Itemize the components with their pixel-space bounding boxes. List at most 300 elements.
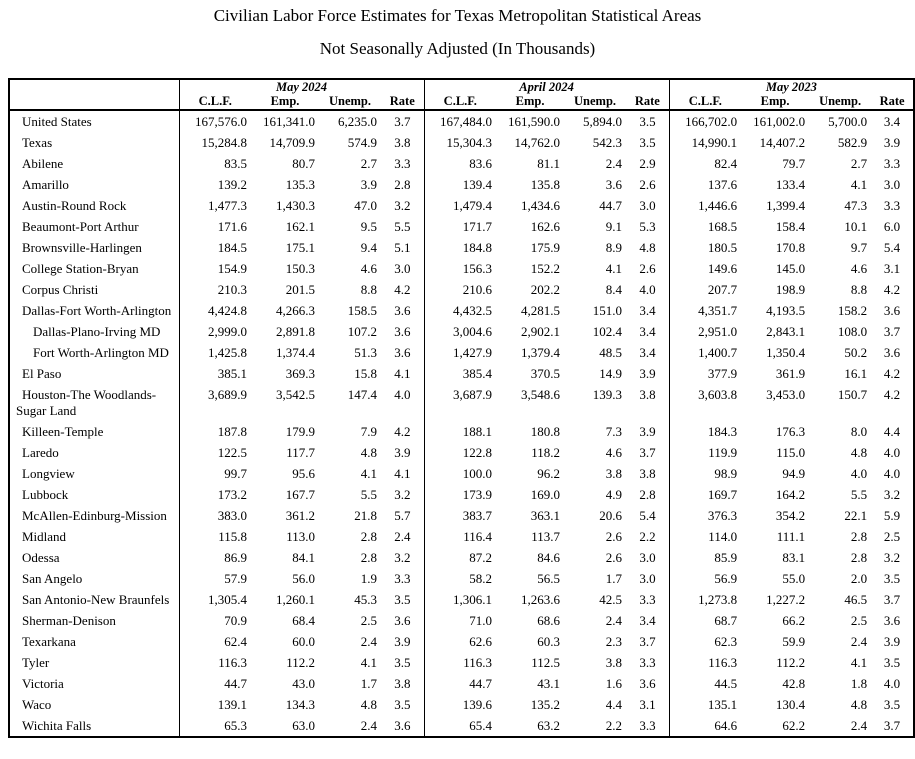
rate-cell: 3.5	[394, 591, 411, 607]
area-cell: Beaumont-Port Arthur	[22, 218, 139, 234]
value-cell: 16.1	[844, 365, 868, 381]
value-cell: 3.8	[605, 465, 623, 481]
value-cell: 168.5	[669, 216, 741, 237]
value-cell: 369.3	[285, 365, 315, 381]
value-cell: 44.7	[179, 673, 251, 694]
value-cell: 1,479.4	[424, 195, 496, 216]
value-cell: 2.7	[850, 155, 868, 171]
rate-cell: 5.1	[394, 239, 411, 255]
value-cell: 83.5	[179, 153, 251, 174]
value-cell: 4.9	[605, 486, 623, 502]
rate-cell: 4.1	[394, 465, 411, 481]
value-cell: 100.0	[424, 463, 496, 484]
table-row	[9, 694, 914, 715]
rate-cell: 3.0	[639, 197, 656, 213]
value-cell: 169.0	[530, 486, 561, 502]
rate-cell: 3.9	[639, 365, 656, 381]
rate-cell: 2.4	[394, 528, 411, 544]
rate-cell: 3.6	[883, 344, 901, 360]
value-cell: 50.2	[844, 344, 868, 360]
table-row	[9, 631, 914, 652]
area-cell: College Station-Bryan	[22, 260, 139, 276]
value-cell: 15,284.8	[179, 132, 251, 153]
value-cell: 44.7	[424, 673, 496, 694]
area-cell: Wichita Falls	[22, 717, 92, 733]
value-cell: 3.9	[360, 176, 377, 192]
value-cell: 1,260.1	[276, 591, 315, 607]
value-cell: 9.5	[360, 218, 377, 234]
area-cell: Tyler	[22, 654, 50, 670]
value-cell: 116.3	[424, 652, 496, 673]
value-cell: 8.4	[605, 281, 623, 297]
rate-cell: 3.3	[883, 155, 901, 171]
value-cell: 42.5	[599, 591, 623, 607]
value-cell: 135.3	[285, 176, 315, 192]
value-cell: 4,281.5	[521, 302, 561, 318]
value-cell: 4.8	[850, 444, 868, 460]
value-cell: 145.0	[775, 260, 806, 276]
value-cell: 162.1	[285, 218, 315, 234]
value-cell: 385.1	[179, 363, 251, 384]
column-header-rate: Rate	[381, 94, 424, 110]
value-cell: 62.6	[424, 631, 496, 652]
table-row	[9, 673, 914, 694]
value-cell: 5,700.0	[828, 113, 868, 129]
value-cell: 161,002.0	[753, 113, 806, 129]
report-title: Civilian Labor Force Estimates for Texas Metropolitan Statistical Areas	[213, 6, 702, 25]
value-cell: 95.6	[292, 465, 315, 481]
value-cell: 83.1	[782, 549, 806, 565]
rate-cell: 4.1	[394, 365, 411, 381]
value-cell: 383.7	[424, 505, 496, 526]
rate-cell: 4.2	[394, 281, 411, 297]
value-cell: 115.8	[179, 526, 251, 547]
table-row	[9, 342, 914, 363]
value-cell: 139.1	[179, 694, 251, 715]
rate-cell: 3.5	[639, 134, 656, 150]
table-row	[9, 484, 914, 505]
value-cell: 2.4	[850, 717, 868, 733]
table-row	[9, 110, 914, 132]
value-cell: 3,548.6	[521, 386, 561, 402]
value-cell: 1,430.3	[276, 197, 315, 213]
area-cell: Brownsville-Harlingen	[22, 239, 142, 255]
value-cell: 122.5	[179, 442, 251, 463]
rate-cell: 4.0	[883, 444, 901, 460]
area-cell: Corpus Christi	[22, 281, 99, 297]
area-cell: Longview	[22, 465, 75, 481]
table-row	[9, 589, 914, 610]
period-label: May 2024	[276, 80, 328, 94]
rate-cell: 3.3	[639, 591, 656, 607]
value-cell: 170.8	[775, 239, 806, 255]
report-subtitle: Not Seasonally Adjusted (In Thousands)	[319, 39, 596, 58]
value-cell: 102.4	[592, 323, 623, 339]
rate-cell: 3.7	[639, 633, 656, 649]
value-cell: 1,400.7	[669, 342, 741, 363]
value-cell: 1.7	[605, 570, 623, 586]
value-cell: 116.3	[669, 652, 741, 673]
column-header-emp: Emp.	[741, 94, 809, 110]
rate-cell: 3.1	[883, 260, 901, 276]
value-cell: 2.2	[605, 717, 623, 733]
column-header-rate: Rate	[871, 94, 914, 110]
value-cell: 15.8	[354, 365, 377, 381]
value-cell: 2.8	[850, 549, 868, 565]
rate-cell: 3.2	[394, 486, 411, 502]
value-cell: 135.1	[669, 694, 741, 715]
value-cell: 383.0	[179, 505, 251, 526]
value-cell: 8.0	[850, 423, 868, 439]
area-cell: United States	[22, 113, 92, 129]
value-cell: 180.8	[530, 423, 561, 439]
column-header-emp: Emp.	[251, 94, 319, 110]
area-cell: Waco	[22, 696, 52, 712]
table-row	[9, 547, 914, 568]
value-cell: 4.6	[850, 260, 868, 276]
value-cell: 361.2	[285, 507, 315, 523]
value-cell: 1,434.6	[521, 197, 561, 213]
value-cell: 139.4	[424, 174, 496, 195]
value-cell: 147.4	[347, 386, 377, 402]
value-cell: 112.2	[776, 654, 806, 670]
value-cell: 4,424.8	[179, 300, 251, 321]
value-cell: 4.1	[360, 654, 377, 670]
rate-cell: 3.3	[883, 197, 901, 213]
rate-cell: 4.2	[394, 423, 411, 439]
value-cell: 1,305.4	[179, 589, 251, 610]
value-cell: 68.7	[669, 610, 741, 631]
rate-cell: 4.0	[394, 386, 411, 402]
value-cell: 210.3	[179, 279, 251, 300]
value-cell: 64.6	[669, 715, 741, 737]
area-cell: El Paso	[22, 365, 62, 381]
value-cell: 1,350.4	[766, 344, 806, 360]
rate-cell: 3.4	[639, 302, 656, 318]
value-cell: 2.5	[360, 612, 377, 628]
value-cell: 114.0	[669, 526, 741, 547]
value-cell: 207.7	[669, 279, 741, 300]
area-cell: Dallas-Plano-Irving MD	[33, 323, 161, 339]
table-row	[9, 195, 914, 216]
value-cell: 48.5	[599, 344, 623, 360]
value-cell: 173.9	[424, 484, 496, 505]
area-cell: Odessa	[22, 549, 60, 565]
value-cell: 62.2	[782, 717, 806, 733]
rate-cell: 3.3	[394, 570, 411, 586]
table-row	[9, 153, 914, 174]
rate-cell: 2.8	[639, 486, 656, 502]
value-cell: 1.7	[360, 675, 377, 691]
value-cell: 112.5	[531, 654, 561, 670]
title-block	[0, 0, 915, 59]
value-cell: 56.9	[669, 568, 741, 589]
value-cell: 46.5	[844, 591, 868, 607]
value-cell: 5.5	[850, 486, 868, 502]
rate-cell: 3.9	[883, 633, 901, 649]
value-cell: 4.6	[605, 444, 623, 460]
value-cell: 122.8	[424, 442, 496, 463]
value-cell: 9.4	[360, 239, 377, 255]
value-cell: 9.7	[850, 239, 868, 255]
value-cell: 210.6	[424, 279, 496, 300]
value-cell: 4,351.7	[669, 300, 741, 321]
table-header	[9, 79, 914, 110]
rate-cell: 5.7	[394, 507, 411, 523]
value-cell: 162.6	[530, 218, 561, 234]
value-cell: 137.6	[669, 174, 741, 195]
value-cell: 2.6	[605, 528, 623, 544]
value-cell: 81.1	[537, 155, 561, 171]
area-cell: San Angelo	[22, 570, 83, 586]
rate-cell: 3.6	[394, 323, 411, 339]
area-cell: Victoria	[22, 675, 64, 691]
value-cell: 14,762.0	[514, 134, 561, 150]
value-cell: 184.8	[424, 237, 496, 258]
rate-cell: 3.2	[394, 197, 411, 213]
value-cell: 79.7	[782, 155, 806, 171]
value-cell: 5.5	[360, 486, 377, 502]
table-row	[9, 505, 914, 526]
rate-cell: 3.6	[394, 717, 411, 733]
value-cell: 149.6	[669, 258, 741, 279]
value-cell: 1,374.4	[276, 344, 315, 360]
value-cell: 116.3	[179, 652, 251, 673]
column-header-emp: Emp.	[496, 94, 564, 110]
period-label: May 2023	[765, 80, 817, 94]
value-cell: 2,951.0	[669, 321, 741, 342]
value-cell: 14,709.9	[269, 134, 315, 150]
rate-cell: 4.4	[883, 423, 901, 439]
value-cell: 3,687.9	[424, 384, 496, 421]
value-cell: 63.2	[537, 717, 561, 733]
period-label: April 2024	[519, 80, 574, 94]
column-header-clf: C.L.F.	[179, 94, 251, 110]
value-cell: 176.3	[775, 423, 806, 439]
value-cell: 44.5	[669, 673, 741, 694]
value-cell: 117.7	[286, 444, 315, 460]
table-row	[9, 279, 914, 300]
area-cell: Laredo	[22, 444, 59, 460]
value-cell: 167,576.0	[179, 110, 251, 132]
value-cell: 2,999.0	[179, 321, 251, 342]
area-cell: Houston-The Woodlands- Sugar Land	[16, 386, 157, 418]
value-cell: 112.2	[286, 654, 315, 670]
value-cell: 1,227.2	[766, 591, 806, 607]
value-cell: 68.4	[292, 612, 315, 628]
value-cell: 4.8	[850, 696, 868, 712]
value-cell: 84.6	[537, 549, 561, 565]
value-cell: 7.9	[360, 423, 377, 439]
value-cell: 22.1	[844, 507, 868, 523]
rate-cell: 3.7	[394, 113, 411, 129]
value-cell: 171.7	[424, 216, 496, 237]
rate-cell: 2.8	[394, 176, 411, 192]
area-cell: Texarkana	[22, 633, 76, 649]
value-cell: 8.8	[360, 281, 377, 297]
value-cell: 99.7	[179, 463, 251, 484]
table-row	[9, 258, 914, 279]
area-cell: Fort Worth-Arlington MD	[33, 344, 169, 360]
rate-cell: 3.2	[883, 486, 901, 502]
rate-cell: 3.5	[883, 570, 901, 586]
rate-cell: 5.9	[883, 507, 901, 523]
value-cell: 2.4	[605, 612, 623, 628]
value-cell: 57.9	[179, 568, 251, 589]
rate-cell: 3.4	[639, 344, 656, 360]
value-cell: 5,894.0	[583, 113, 623, 129]
value-cell: 111.1	[776, 528, 806, 544]
value-cell: 370.5	[530, 365, 561, 381]
value-cell: 4.0	[850, 465, 868, 481]
value-cell: 175.1	[285, 239, 315, 255]
table-body	[9, 110, 914, 737]
value-cell: 175.9	[530, 239, 561, 255]
value-cell: 202.2	[530, 281, 561, 297]
value-cell: 107.2	[347, 323, 377, 339]
table-row	[9, 715, 914, 737]
labor-force-table	[8, 78, 915, 738]
table-row	[9, 216, 914, 237]
value-cell: 158.5	[347, 302, 377, 318]
value-cell: 4,266.3	[276, 302, 315, 318]
value-cell: 139.2	[179, 174, 251, 195]
value-cell: 167,484.0	[424, 110, 496, 132]
rate-cell: 3.2	[883, 549, 901, 565]
area-cell: Abilene	[22, 155, 64, 171]
rate-cell: 3.9	[394, 633, 411, 649]
value-cell: 4.1	[605, 260, 623, 276]
value-cell: 385.4	[424, 363, 496, 384]
rate-cell: 3.8	[394, 675, 411, 691]
area-cell: Dallas-Fort Worth-Arlington	[22, 302, 172, 318]
value-cell: 2.4	[360, 633, 377, 649]
value-cell: 361.9	[775, 365, 806, 381]
rate-cell: 4.2	[883, 386, 901, 402]
value-cell: 4,193.5	[766, 302, 806, 318]
value-cell: 179.9	[285, 423, 315, 439]
value-cell: 80.7	[292, 155, 315, 171]
value-cell: 6,235.0	[338, 113, 377, 129]
value-cell: 14,407.2	[759, 134, 806, 150]
rate-cell: 5.3	[639, 218, 656, 234]
value-cell: 2.4	[850, 633, 868, 649]
value-cell: 1,273.8	[669, 589, 741, 610]
value-cell: 14,990.1	[669, 132, 741, 153]
table-row	[9, 568, 914, 589]
area-cell: Austin-Round Rock	[22, 197, 127, 213]
value-cell: 56.5	[537, 570, 561, 586]
value-cell: 134.3	[285, 696, 315, 712]
value-cell: 10.1	[844, 218, 868, 234]
value-cell: 59.9	[782, 633, 806, 649]
value-cell: 151.0	[592, 302, 623, 318]
rate-cell: 3.5	[883, 654, 901, 670]
rate-cell: 5.5	[394, 218, 411, 234]
value-cell: 173.2	[179, 484, 251, 505]
value-cell: 574.9	[347, 134, 377, 150]
value-cell: 65.3	[179, 715, 251, 737]
rate-cell: 2.9	[639, 155, 656, 171]
value-cell: 60.3	[537, 633, 561, 649]
value-cell: 1,425.8	[179, 342, 251, 363]
area-cell: Midland	[22, 528, 67, 544]
table-row	[9, 442, 914, 463]
value-cell: 2.6	[605, 549, 623, 565]
value-cell: 1,379.4	[521, 344, 561, 360]
rate-cell: 3.8	[639, 386, 656, 402]
value-cell: 83.6	[424, 153, 496, 174]
value-cell: 180.5	[669, 237, 741, 258]
value-cell: 1.8	[850, 675, 868, 691]
value-cell: 8.9	[605, 239, 623, 255]
period-header-row	[9, 79, 914, 94]
value-cell: 1,477.3	[179, 195, 251, 216]
value-cell: 3,542.5	[276, 386, 315, 402]
value-cell: 161,341.0	[263, 113, 315, 129]
value-cell: 43.1	[537, 675, 561, 691]
value-cell: 363.1	[530, 507, 561, 523]
value-cell: 167.7	[285, 486, 315, 502]
value-cell: 377.9	[669, 363, 741, 384]
rate-cell: 3.6	[394, 302, 411, 318]
value-cell: 2,891.8	[276, 323, 315, 339]
value-cell: 150.3	[285, 260, 315, 276]
value-cell: 45.3	[354, 591, 377, 607]
value-cell: 133.4	[775, 176, 806, 192]
value-cell: 166,702.0	[669, 110, 741, 132]
value-cell: 55.0	[782, 570, 806, 586]
value-cell: 51.3	[354, 344, 377, 360]
value-cell: 3,689.9	[179, 384, 251, 421]
rate-cell: 4.0	[883, 675, 901, 691]
rate-cell: 3.3	[394, 155, 411, 171]
rate-cell: 3.7	[639, 444, 656, 460]
rate-cell: 3.6	[394, 612, 411, 628]
value-cell: 108.0	[837, 323, 868, 339]
value-cell: 3,603.8	[669, 384, 741, 421]
value-cell: 113.7	[531, 528, 561, 544]
table-row	[9, 463, 914, 484]
rate-cell: 3.8	[394, 134, 411, 150]
value-cell: 15,304.3	[424, 132, 496, 153]
rate-cell: 3.5	[394, 696, 411, 712]
area-cell: Lubbock	[22, 486, 69, 502]
column-header-clf: C.L.F.	[424, 94, 496, 110]
area-cell: Amarillo	[22, 176, 69, 192]
value-cell: 115.0	[776, 444, 806, 460]
table-row	[9, 300, 914, 321]
value-cell: 44.7	[599, 197, 623, 213]
area-column-header	[9, 79, 179, 110]
value-cell: 4.4	[605, 696, 623, 712]
area-cell: Sherman-Denison	[22, 612, 116, 628]
value-cell: 3.8	[605, 654, 623, 670]
value-cell: 158.4	[775, 218, 806, 234]
value-cell: 2.7	[360, 155, 377, 171]
rate-cell: 3.7	[883, 717, 901, 733]
rate-cell: 3.0	[639, 549, 656, 565]
value-cell: 43.0	[292, 675, 315, 691]
rate-cell: 3.4	[639, 323, 656, 339]
rate-cell: 3.0	[394, 260, 411, 276]
value-cell: 201.5	[285, 281, 315, 297]
value-cell: 4.1	[850, 176, 868, 192]
column-header-rate: Rate	[626, 94, 669, 110]
value-cell: 119.9	[669, 442, 741, 463]
value-cell: 1,263.6	[521, 591, 561, 607]
value-cell: 2.4	[360, 717, 377, 733]
